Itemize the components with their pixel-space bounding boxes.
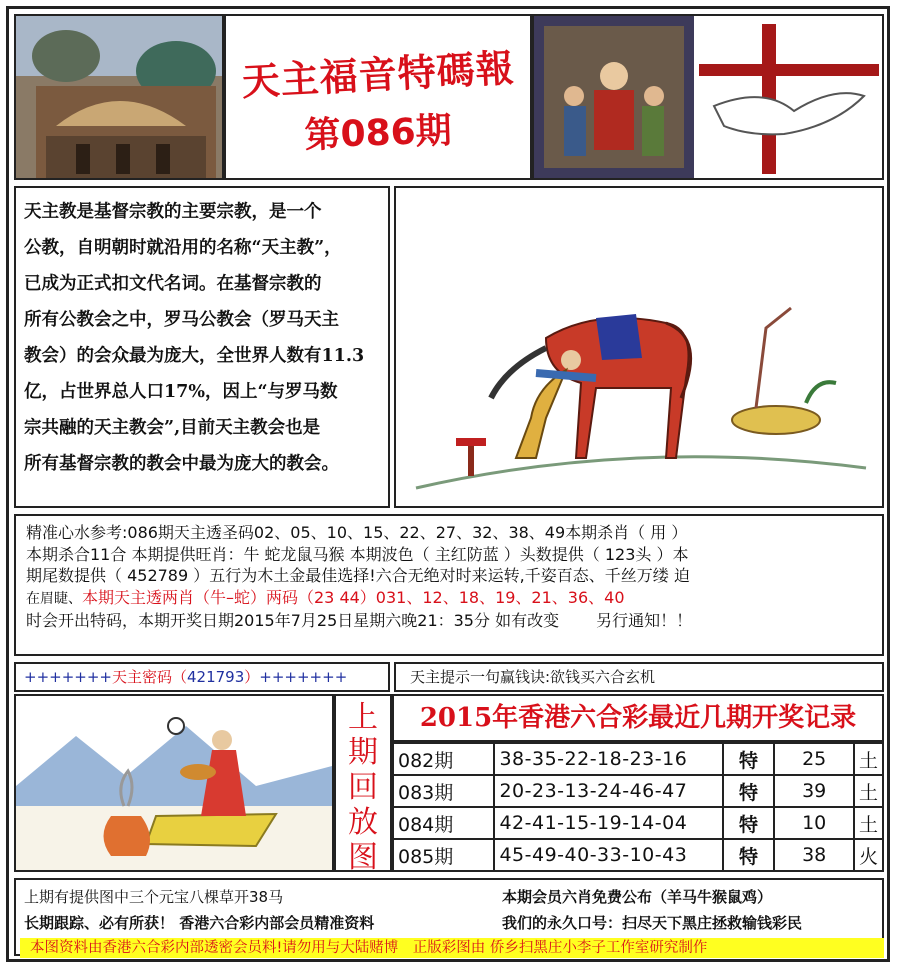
numbers-cell: 20-23-13-24-46-47	[494, 775, 722, 807]
intro-line: 所有基督宗教的教会中最为庞大的教会。	[24, 454, 339, 474]
intro-line: 已成为正式扣文代名词。在基督宗教的	[24, 274, 322, 294]
special-number-cell: 25	[774, 743, 854, 775]
intro-line: 公教，自明朝时就沿用的名称“天主教”，	[24, 238, 342, 258]
info-line: 精准心水参考:086期天主透圣码02、05、10、15、22、27、32、38、49本期杀肖（ 用 ）	[26, 523, 688, 542]
info-line	[26, 587, 872, 611]
special-number-cell: 10	[774, 807, 854, 839]
special-label-cell: 特	[723, 839, 775, 871]
secret-label: 天主密码（	[111, 668, 187, 686]
table-row	[393, 839, 883, 871]
prediction-info	[14, 514, 884, 656]
secret-close: ）	[244, 668, 260, 686]
special-label-cell: 特	[723, 807, 775, 839]
intro-line: 亿，占世界总人口17%，因上“与罗马数	[24, 382, 338, 402]
secret-code: 421793	[187, 668, 245, 686]
element-cell: 土	[854, 743, 883, 775]
numbers-cell: 45-49-40-33-10-43	[494, 839, 722, 871]
element-cell: 土	[854, 775, 883, 807]
page-title: 天主福音特碼報	[240, 45, 516, 105]
period-cell: 083期	[393, 775, 494, 807]
intro-line: 所有公教会之中，罗马公教会（罗马天主	[24, 310, 339, 330]
table-row	[393, 807, 883, 839]
intro-line: 宗共融的天主教会”,目前天主教会也是	[24, 418, 321, 438]
footer-right-1: 本期会员六肖免费公布（羊马牛猴鼠鸡）	[502, 888, 773, 906]
winning-tip: 天主提示一句赢钱诀:欲钱买六合玄机	[394, 662, 884, 692]
table-row	[393, 743, 883, 775]
special-label-cell: 特	[723, 743, 775, 775]
footer-panel	[14, 878, 884, 956]
draw-records-table	[392, 742, 884, 872]
footer-left-1: 上期有提供图中三个元宝八棵草开38马	[24, 888, 284, 906]
period-cell: 084期	[393, 807, 494, 839]
table-row	[393, 775, 883, 807]
special-number-cell: 38	[774, 839, 854, 871]
element-cell: 土	[854, 807, 883, 839]
horse-illustration	[394, 186, 884, 508]
highlight-prediction: 本期天主透两肖（牛–蛇）两码（23 44）031、12、18、19、21、36、40	[82, 587, 625, 607]
religious-art-image	[532, 14, 884, 180]
info-line: 期尾数提供（ 452789 ）五行为木土金最佳选择!六合无绝对时来运转,千姿百态、千丝万缕 迫	[26, 566, 690, 585]
intro-line: 教会）的会众最为庞大，全世界人数有11.3	[24, 346, 365, 366]
footer-right-2: 我们的永久口号：扫尽天下黑庄拯救输钱彩民	[502, 914, 803, 932]
footer-left-2: 长期跟踪、必有所获！ 香港六合彩内部会员精准资料	[24, 914, 375, 932]
records-title: 2015年香港六合彩最近几期开奖记录	[392, 694, 884, 742]
special-label-cell: 特	[723, 775, 775, 807]
disclaimer-band: 本图资料由香港六合彩内部透密会员料!请勿用与大陆赌博 正版彩图由 侨乡扫黑庄小李子工作室研究制作	[20, 938, 884, 958]
church-image	[14, 14, 224, 180]
info-line: 本期杀合11合 本期提供旺肖：牛 蛇龙鼠马猴 本期波色（ 主红防蓝 ）头数提供（ 123头 ）本	[26, 544, 689, 564]
secret-suffix: +++++++	[259, 668, 348, 686]
issue-number: 第086期	[303, 110, 453, 157]
numbers-cell: 38-35-22-18-23-16	[494, 743, 722, 775]
intro-text	[14, 186, 390, 508]
intro-line: 天主教是基督宗教的主要宗教，是一个	[24, 202, 322, 222]
secret-code-bar	[14, 662, 390, 692]
period-cell: 082期	[393, 743, 494, 775]
last-issue-review-label	[334, 694, 392, 875]
lady-illustration	[14, 694, 334, 872]
info-prefix: 在眉睫、	[26, 590, 82, 607]
secret-prefix: +++++++	[24, 668, 112, 686]
review-text: 上期回放图	[348, 700, 378, 875]
numbers-cell: 42-41-15-19-14-04	[494, 807, 722, 839]
period-cell: 085期	[393, 839, 494, 871]
info-line: 时会开出特码，本期开奖日期2015年7月25日星期六晚21：35分 如有改变 另行通知！！	[26, 611, 693, 630]
title-panel	[224, 14, 532, 180]
element-cell: 火	[854, 839, 883, 871]
special-number-cell: 39	[774, 775, 854, 807]
